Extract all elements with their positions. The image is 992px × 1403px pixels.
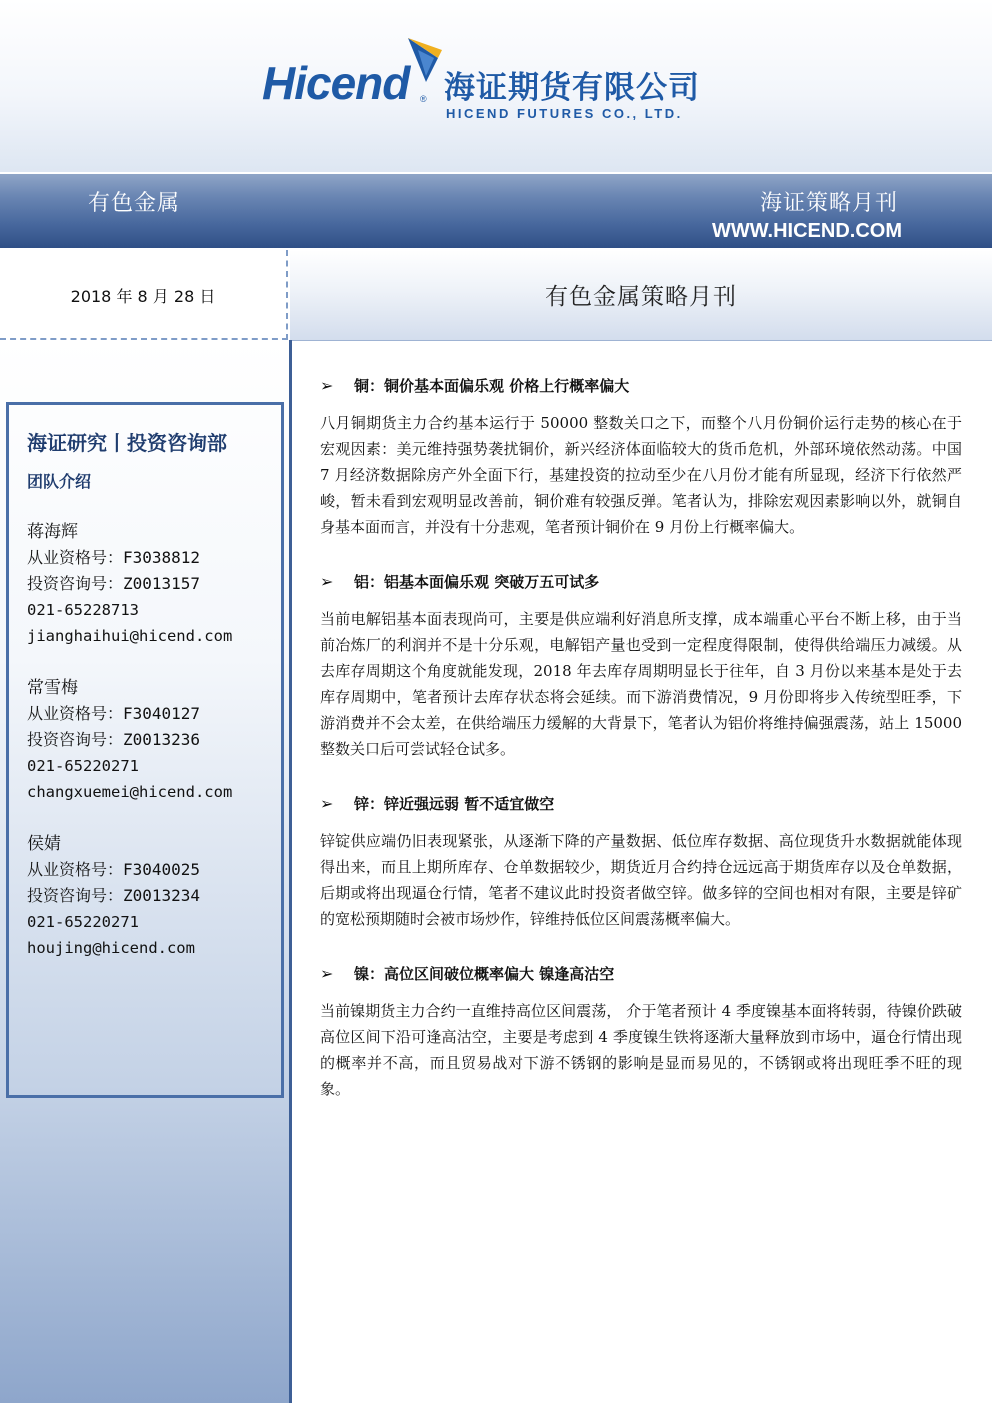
date-box <box>0 250 288 340</box>
title-box <box>290 250 992 341</box>
section-nickel <box>320 960 962 1102</box>
member-consult-id: 投资咨询号：Z0013234 <box>27 886 201 905</box>
member-phone: 021-65228713 <box>27 601 139 619</box>
team-heading: 海证研究丨投资咨询部 <box>27 431 227 455</box>
report-title: 有色金属策略月刊 <box>545 284 737 310</box>
team-member <box>27 675 232 805</box>
header-banner <box>0 172 992 248</box>
logo-brand-sub: HICEND FUTURES CO., LTD. <box>446 106 683 121</box>
logo-brand-cn: 海证期货有限公司 <box>444 70 700 106</box>
section-heading <box>320 372 962 400</box>
arrow-bullet-icon: ➢ <box>320 376 334 395</box>
section-heading-text: 镍：高位区间破位概率偏大 镍逢高沽空 <box>354 965 615 983</box>
team-member <box>27 519 232 649</box>
member-consult-id: 投资咨询号：Z0013157 <box>27 574 201 593</box>
company-logo[interactable] <box>262 36 732 136</box>
section-heading-text: 锌：锌近强远弱 暂不适宜做空 <box>354 795 555 813</box>
member-name: 常雪梅 <box>27 678 78 698</box>
member-email[interactable]: jianghaihui@hicend.com <box>27 627 233 645</box>
member-name: 侯婧 <box>27 834 61 854</box>
section-body: 八月铜期货主力合约基本运行于 50000 整数关口之下，而整个八月份铜价运行走势的核心在于宏观因素：美元维持强势袭扰铜价，新兴经济体面临较大的货币危机，外部环境依然动荡。中国 7 月经济数据除房产外全面下行，基建投资的拉动至少在八月份才能有所显现，经济下行依然严峻，暂未看到宏观明显改善前，铜价难有较强反弹。笔者认为，排除宏观因素影响以外，就铜自身基本面而言，并没有十分悲观，笔者预计铜价在 9 月份上行概率偏大。 <box>320 414 962 536</box>
member-email[interactable]: houjing@hicend.com <box>27 939 195 957</box>
section-heading-text: 铝：铝基本面偏乐观 突破万五可试多 <box>354 573 600 591</box>
member-license: 从业资格号：F3040025 <box>27 860 201 879</box>
member-name: 蒋海辉 <box>27 522 78 542</box>
report-date: 2018 年 8 月 28 日 <box>70 287 216 306</box>
section-heading <box>320 568 962 596</box>
member-phone: 021-65220271 <box>27 757 139 775</box>
team-subheading: 团队介绍 <box>27 472 92 491</box>
masthead <box>0 0 992 172</box>
member-phone: 021-65220271 <box>27 913 139 931</box>
category-label: 有色金属 <box>88 191 181 216</box>
section-heading-text: 铜：铜价基本面偏乐观 价格上行概率偏大 <box>354 377 630 395</box>
arrow-bullet-icon: ➢ <box>320 964 334 983</box>
sidebar-divider <box>289 340 292 1403</box>
section-copper <box>320 372 962 540</box>
team-info-box <box>6 402 284 1098</box>
section-aluminum <box>320 568 962 762</box>
section-heading <box>320 960 962 988</box>
logo-registered-mark: ® <box>420 94 427 104</box>
arrow-bullet-icon: ➢ <box>320 572 334 591</box>
team-member <box>27 831 200 961</box>
section-zinc <box>320 790 962 932</box>
publication-name: 海证策略月刊 <box>759 191 898 216</box>
member-license: 从业资格号：F3038812 <box>27 548 201 567</box>
bird-logo-icon <box>404 36 446 84</box>
website-link[interactable]: WWW.HICEND.COM <box>712 220 902 242</box>
section-heading <box>320 790 962 818</box>
section-body: 锌锭供应端仍旧表现紧张，从逐渐下降的产量数据、低位库存数据、高位现货升水数据就能体现得出来，而且上期所库存、仓单数据较少，期货近月合约持仓远远高于期货库存以及仓单数据，后期或将出现逼仓行情，笔者不建议此时投资者做空锌。做多锌的空间也相对有限，主要是锌矿的宽松预期随时会被市场炒作，锌维持低位区间震荡概率偏大。 <box>320 832 962 928</box>
section-body: 当前电解铝基本面表现尚可，主要是供应端利好消息所支撑，成本端重心平台不断上移，由于当前冶炼厂的利润并不是十分乐观，电解铝产量也受到一定程度得限制，使得供给端压力减缓。从去库存周期这个角度就能发现，2018 年去库存周期明显长于往年，自 3 月份以来基本是处于去库存周期中，笔者预计去库存状态将会延续。而下游消费情况，9 月份即将步入传统型旺季，下游消费并不会太差，在供给端压力缓解的大背景下，笔者认为铝价将维持偏强震荡，站上 15000 整数关口后可尝试轻仓试多。 <box>320 610 962 758</box>
arrow-bullet-icon: ➢ <box>320 794 334 813</box>
main-content <box>320 372 962 1130</box>
member-email[interactable]: changxuemei@hicend.com <box>27 783 233 801</box>
member-consult-id: 投资咨询号：Z0013236 <box>27 730 201 749</box>
logo-brand-en: Hicend <box>262 57 410 109</box>
section-body: 当前镍期货主力合约一直维持高位区间震荡， 介于笔者预计 4 季度镍基本面将转弱，待镍价跌破高位区间下沿可逢高沽空，主要是考虑到 4 季度镍生铁将逐渐大量释放到市场中，逼仓行情出现的概率并不高，而且贸易战对下游不锈钢的影响是显而易见的，不锈钢或将出现旺季不旺的现象。 <box>320 1002 962 1098</box>
member-license: 从业资格号：F3040127 <box>27 704 201 723</box>
